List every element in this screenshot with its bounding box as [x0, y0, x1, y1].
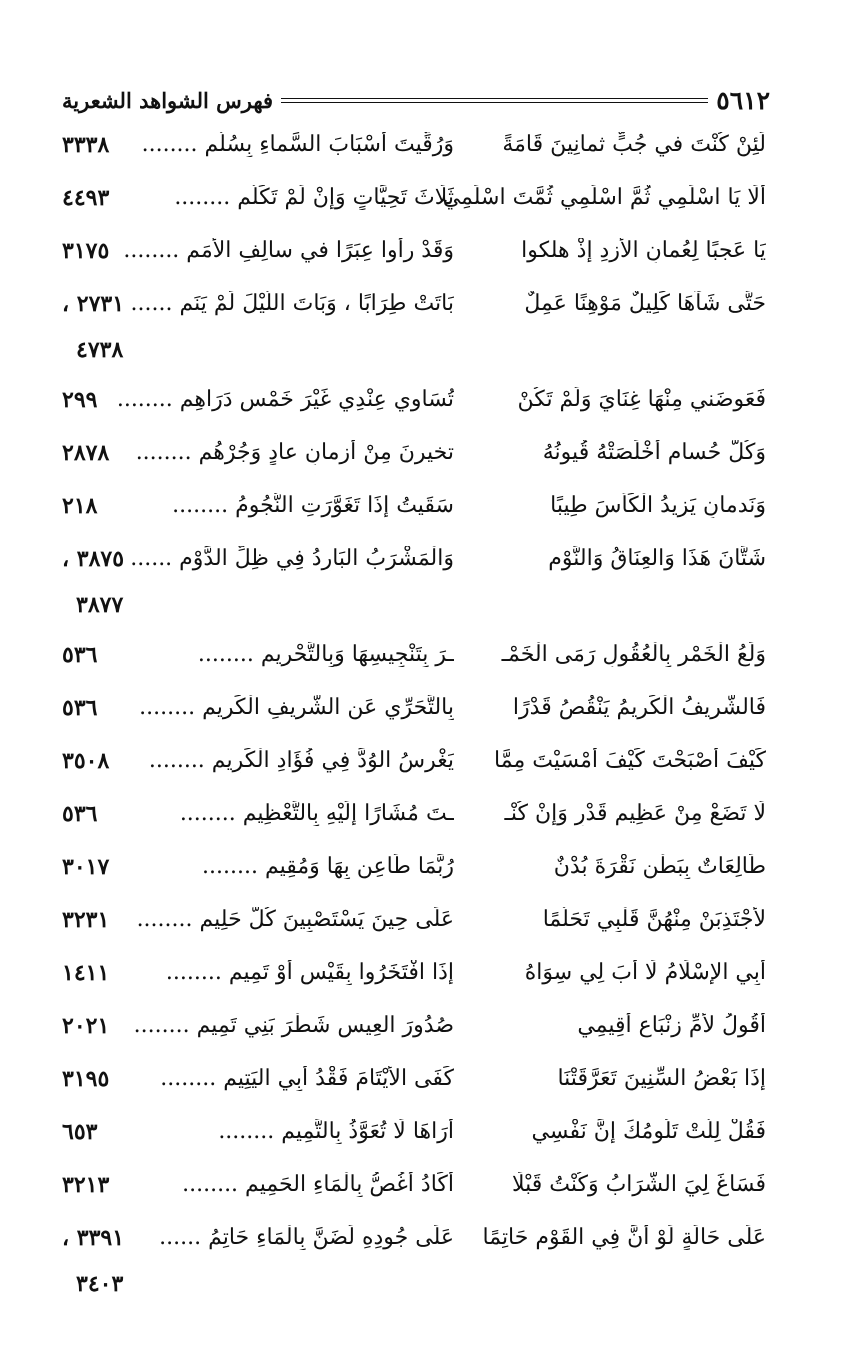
verse-row: [0, 956, 868, 1009]
verse-row: [0, 542, 868, 638]
verse-first-hemistich: فَعَوضَني مِنْهَا غِنَايَ وَلَمْ تَكُنْ: [517, 387, 766, 412]
verse-first-hemistich: أَقُولُ لأُمِّ زِنْبَاعٍ أَقِيمِي: [577, 1013, 766, 1038]
verse-second-hemistich: صُدُورَ العِيسِ شَطْرَ بَنِي تَمِيمِ ........: [133, 1013, 454, 1038]
verse-second-hemistich: وَرُقِّيتَ أَسْبَابَ السَّماءِ بِسُلَّمِ ........: [141, 132, 454, 157]
verse-row: [0, 1062, 868, 1115]
verse-reference-number: ٢٠٢١: [62, 1013, 110, 1039]
verse-first-hemistich: يَا عَجبًا لِعُمانِ الأزدِ إذْ هلكوا: [521, 238, 766, 263]
verse-row: [0, 797, 868, 850]
verse-second-hemistich: عَلَى جُودِهِ لَضَنَّ بِالْمَاءِ حَاتِمُ ......: [159, 1225, 454, 1250]
verse-reference-number-continued: ٣٨٧٧: [76, 592, 124, 618]
verse-reference-number-continued: ٤٧٣٨: [76, 337, 124, 363]
verse-second-hemistich: أَرَاهَا لَا تُعَوَّذُ بِالتَّمِيمِ ........: [218, 1119, 454, 1144]
verse-row: [0, 489, 868, 542]
page-header: [62, 80, 770, 120]
verse-first-hemistich: حَتَّى شَآهَا كَلِيلٌ مَوْهِنًا عَمِلٌ: [524, 291, 766, 316]
verse-reference-number: ٣٣٩١ ،: [62, 1225, 125, 1251]
verse-reference-number: ٥٣٦: [62, 695, 98, 721]
verse-second-hemistich: تُسَاوِي عِنْدِي غَيْرَ خَمْسِ دَرَاهِمِ ........: [116, 387, 454, 412]
verse-first-hemistich: طَالِعَاتٌ بِبَطْنِ نَقْرَةَ بُدْنٌ: [553, 854, 766, 879]
verse-first-hemistich: لأَجْتَذِبَنْ مِنْهُنَّ قَلْبِي تَحَلُّمًا: [542, 907, 766, 932]
verse-reference-number: ٣١٩٥: [62, 1066, 110, 1092]
verse-row: [0, 128, 868, 181]
verse-second-hemistich: كَفَى الأَيْتَامَ فَقْدُ أَبِي اليَتِيمِ ........: [160, 1066, 454, 1091]
verse-reference-number-continued: ٣٤٠٣: [76, 1271, 124, 1297]
verse-first-hemistich: أَلَا يَا اسْلَمِي ثُمَّ اسْلَمِي ثُمَّتَ اسْلَمِي: [442, 185, 766, 210]
verse-reference-number: ٣٢١٣: [62, 1172, 110, 1198]
verse-second-hemistich: بِالتَّحَرِّي عَنِ الشَّرِيفِ الْكَرِيمِ ........: [139, 695, 454, 720]
verse-first-hemistich: فَسَاغَ لِيَ الشَّرَابُ وَكُنْتُ قَبْلًا: [511, 1172, 766, 1197]
verse-first-hemistich: وَلَعُ الْخَمْرِ بِالْعُقُولِ رَمَى الْخَمْـ: [501, 642, 766, 667]
verse-reference-number: ٢١٨: [62, 493, 98, 519]
verse-reference-number: ٣٢٣١: [62, 907, 110, 933]
verse-second-hemistich: بَاتَتْ طِرَابًا ، وَبَاتَ اللَّيْلَ لَمْ يَنَمِ ......: [130, 291, 454, 316]
verse-first-hemistich: وَنَدمانٍ يَزِيدُ الْكَأْسَ طِيبًا: [550, 493, 766, 518]
verse-row: [0, 287, 868, 383]
verse-row: [0, 383, 868, 436]
verse-reference-number: ٥٣٦: [62, 642, 98, 668]
verse-second-hemistich: سَقَيتُ إِذَا تَغَوَّرَتِ النُّجُومُ ........: [172, 493, 454, 518]
verse-reference-number: ١٤١١: [62, 960, 110, 986]
verse-row: [0, 850, 868, 903]
verse-reference-number: ٣٣٣٨: [62, 132, 110, 158]
verse-row: [0, 638, 868, 691]
verse-reference-number: ٢٨٧٨: [62, 440, 110, 466]
verse-second-hemistich: عَلَى حِينَ يَسْتَصْبِينَ كُلَّ حَلِيمِ ........: [136, 907, 454, 932]
verse-row: [0, 234, 868, 287]
verse-second-hemistich: ـتَ مُشَارًا إِلَيْهِ بِالتَّعْظِيمِ ........: [179, 801, 454, 826]
verse-reference-number: ٣٥٠٨: [62, 748, 110, 774]
verse-first-hemistich: أَبِي الإِسْلَامُ لَا أَبَ لِي سِوَاهُ: [524, 960, 766, 985]
page-title: فهرس الشواهد الشعرية: [62, 87, 274, 113]
verse-reference-number: ٣٠١٧: [62, 854, 110, 880]
verse-second-hemistich: يَغْرِسُ الوُدَّ فِي فُؤَادِ الْكَرِيمِ ........: [148, 748, 454, 773]
verse-first-hemistich: إِذَا بَعْضُ السِّنِينَ تَعَرَّقَتْنَا: [557, 1066, 766, 1091]
verse-second-hemistich: رُبَّمَا طَاعِنٍ بِهَا وَمُقِيمِ ........: [202, 854, 454, 879]
verse-row: [0, 1221, 868, 1317]
verse-row: [0, 744, 868, 797]
verse-row: [0, 181, 868, 234]
verse-index-list: [0, 128, 868, 1317]
verse-first-hemistich: شَتَّانَ هَذَا وَالعِنَاقُ وَالنَّوْمِ: [548, 546, 766, 571]
verse-reference-number: ٣١٧٥: [62, 238, 110, 264]
verse-first-hemistich: فَالشَّرِيفُ الْكَرِيمُ يَنْقُصُ قَدْرًا: [512, 695, 766, 720]
verse-reference-number: ٣٨٧٥ ،: [62, 546, 125, 572]
verse-row: [0, 1009, 868, 1062]
verse-first-hemistich: لَا تَضَعْ مِنْ عَظِيمِ قَدْرٍ وَإِنْ كُنْـ: [504, 801, 766, 826]
verse-reference-number: ٥٣٦: [62, 801, 98, 827]
verse-second-hemistich: ثَلَاثَ تَحِيَّاتٍ وَإِنْ لَمْ تَكَلَّمِ ........: [174, 185, 454, 210]
verse-second-hemistich: وَالْمَشْرَبُ البَارِدُ فِي ظِلِّ الدَّوْمِ ......: [130, 546, 454, 571]
verse-row: [0, 1115, 868, 1168]
verse-first-hemistich: فَقُلْ لِلَّتْ تَلُومُكَ إِنَّ نَفْسِي: [531, 1119, 766, 1144]
verse-reference-number: ٤٤٩٣: [62, 185, 110, 211]
verse-second-hemistich: تخيرنَ مِنْ أزمانِ عادٍ وَجُرْهُمِ ........: [135, 440, 454, 465]
verse-first-hemistich: لَئِنْ كُنْتَ في جُبٍّ ثمانِينَ قَامَةً: [502, 132, 766, 157]
verse-row: [0, 436, 868, 489]
verse-reference-number: ٢٩٩: [62, 387, 98, 413]
verse-second-hemistich: وَقَدْ رأوا عِبَرًا في سالِفِ الأُمَمِ ........: [123, 238, 454, 263]
verse-row: [0, 691, 868, 744]
verse-reference-number: ٢٧٣١ ،: [62, 291, 125, 317]
verse-row: [0, 903, 868, 956]
page-number: ٥٦١٢: [716, 85, 770, 115]
verse-second-hemistich: ـرَ بِتَنْجِيسِهَا وَبِالتَّحْرِيمِ ........: [197, 642, 454, 667]
verse-second-hemistich: أَكَادُ أَغُصُّ بِالْمَاءِ الحَمِيمِ ........: [182, 1172, 454, 1197]
verse-first-hemistich: كَيْفَ أَصْبَحْتَ كَيْفَ أَمْسَيْتَ مِمَّا: [494, 748, 766, 773]
header-double-rule: [281, 98, 708, 103]
verse-first-hemistich: عَلَى حَالَةٍ لَوْ أَنَّ فِي القَوْمِ حَاتِمًا: [482, 1225, 766, 1250]
verse-second-hemistich: إِذَا افْتَخَرُوا بِقَيْسٍ أَوْ تَمِيمِ ........: [165, 960, 454, 985]
verse-reference-number: ٦٥٣: [62, 1119, 98, 1145]
verse-first-hemistich: وَكُلُّ حُسامٍ أَخْلَصَتْهُ قُيونُهُ: [542, 440, 766, 465]
verse-row: [0, 1168, 868, 1221]
